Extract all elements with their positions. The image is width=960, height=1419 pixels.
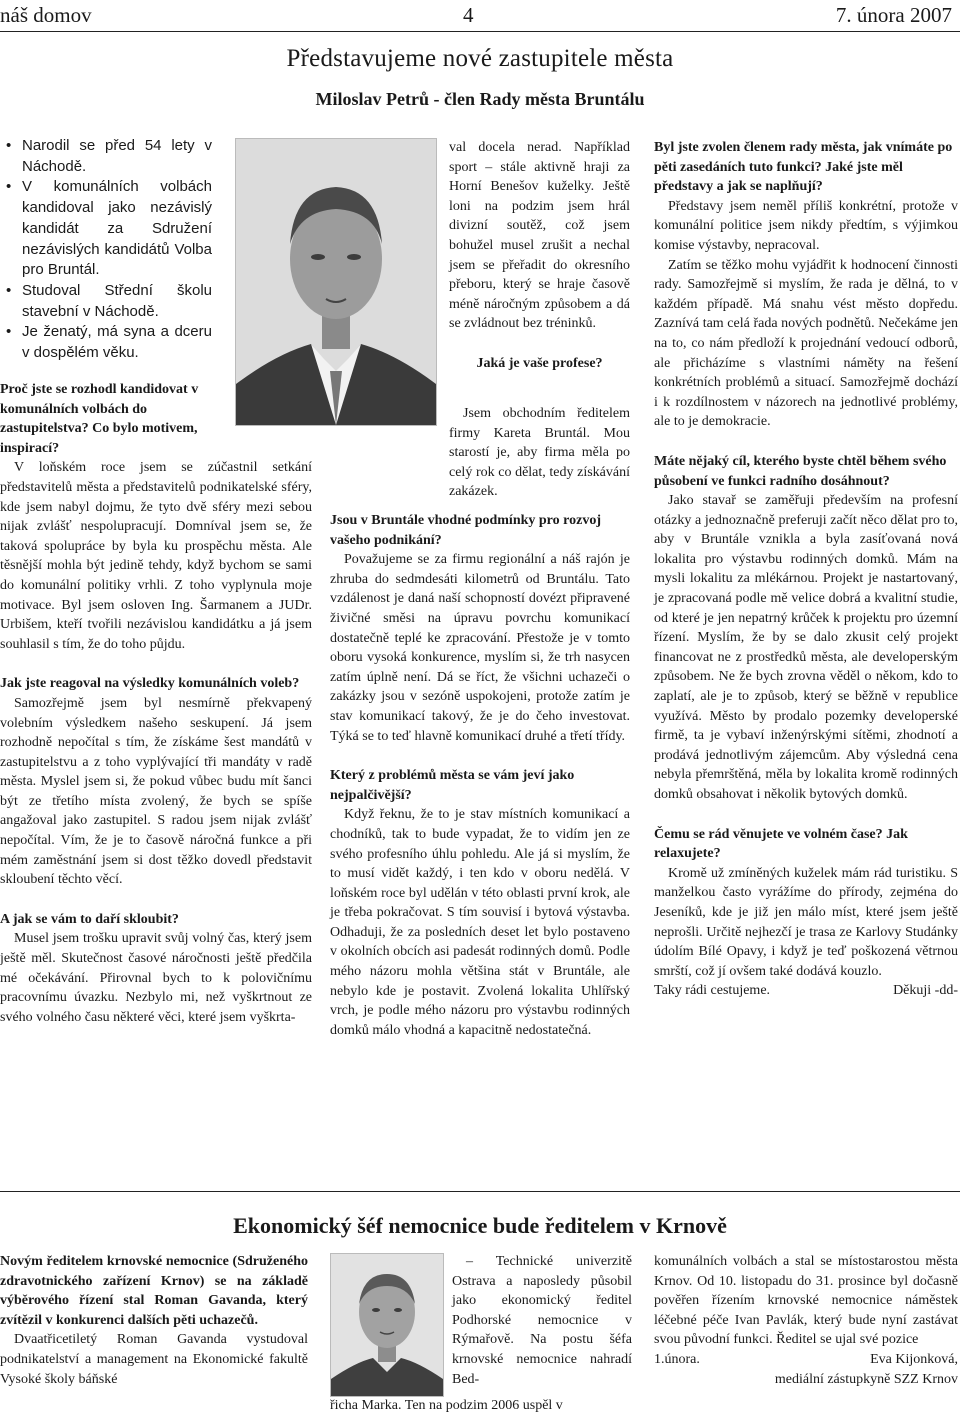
interview-question: Čemu se rád věnujete ve volném čase? Jak relaxujete?: [654, 826, 908, 862]
article-subtitle: Miloslav Petrů - člen Rady města Bruntálu: [315, 89, 645, 109]
article1-column-3: [654, 138, 958, 1001]
article2-column-3: [654, 1252, 958, 1389]
interview-question: Máte nějaký cíl, kterého byste chtěl během svého působení ve funkci radního dosáhnout?: [654, 453, 947, 489]
section-divider: [0, 1191, 960, 1192]
article2-text: řicha Marka. Ten na podzim 2006 uspěl v: [330, 1398, 563, 1413]
article-title: Představujeme nové zastupitele města: [286, 45, 674, 72]
interview-answer: Zatím se těžko mohu vyjádřit k hodnocení činnosti rady. Samozřejmě si myslím, že rada je dělná, to v každém případě. Má snahu vést město dopředu. Zaznívá tam celá řada nových podnětů. Nečekáme jen na to, co nám předloží k projednání vedoucí odborů, ale přicházíme s vlastními náměty na řešení konkrétních problémů a situací. Samozřejmě dochází i k rozdílnostem v názorech na jednotlivé problémy, ale to je demokracie.: [654, 257, 958, 430]
article2-column-2-bottom: [330, 1396, 632, 1416]
interview-question: A jak se vám to daří skloubit?: [0, 911, 179, 927]
article2-portrait-photo: [330, 1253, 444, 1397]
author-signature: Děkuji -dd-: [893, 983, 958, 999]
interview-answer: Samozřejmě jsem byl nesmírně překvapený volebním výsledkem našeho seskupení. Já jsem rozhodně nepočítal s tím, že získáme šest mandátů v zastupitelstvu a z toho vyplývající tři mandáty v radě města. Myslel jsem si, že pokud vůbec budu mít šanci být ze třetího místa zvolený, že bych se spíše angažoval jako zastupitel. S radou jsem nijak zvlášť nepočítal. Vím, že je to časově náročná funkce a při mém zaměstnání jsem si dost těžko dovedl představit skloubení těchto věcí.: [0, 695, 312, 888]
article2-column-1: [0, 1252, 308, 1389]
bio-bullet: • Je ženatý, má syna a dceru v dospělém věku.: [0, 322, 212, 363]
interview-question: Byl jste zvolen členem rady města, jak vnímáte po pěti zasedáních tuto funkci? Jaké jste měl představy a jak se naplňují?: [654, 140, 953, 195]
portrait-image: [331, 1254, 443, 1396]
bio-bullet: • Narodil se před 54 lety v Náchodě.: [0, 136, 212, 177]
interview-question: Který z problémů města se vám jeví jako nejpalčivější?: [330, 768, 575, 803]
bio-bullets: [0, 136, 212, 364]
interview-answer: val docela nerad. Například sport – stále aktivně hraji za Horní Benešov kuželky. Ještě loni na podzim jsem hrál divizní soutěž, což jsem bohužel musel zrušit a nechal jsem se přeřadit do okresního přeboru, který se hraje časově méně náročným způsobem a dá se zvládnout bez tréninků.: [449, 140, 630, 332]
article2-author: Eva Kijonková,: [870, 1351, 958, 1367]
article2-author-role: mediální zástupkyně SZZ Krnov: [774, 1371, 958, 1387]
bio-bullet: • Studoval Střední školu stavební v Náchodě.: [0, 281, 212, 322]
article1-column-1: [0, 380, 312, 1027]
header-rule: [0, 31, 960, 32]
article2-date: 1.února.: [654, 1351, 700, 1367]
article2-text: – Technické univerzitě Ostrava a naposledy působil jako ekonomický ředitel Podhorské nemocnice v Rýmařově. Na postu šéfa krnovské nemocnice nahradí Bed-: [452, 1254, 632, 1387]
article2-text: komunálních volbách a stal se místostarostou města Krnov. Od 10. listopadu do 31. prosince byl dočasně pověřen řízením krnovské nemocnice náměstek léčebné péče Ivan Pavlák, který bude nyní zastávat svou původní funkci. Ředitel se ujal své pozice: [654, 1254, 958, 1348]
publication-name: náš domov: [0, 3, 92, 27]
interview-question: Jsou v Bruntále vhodné podmínky pro rozvoj vašeho podnikání?: [330, 513, 601, 548]
article2-text: Dvaatřicetiletý Roman Gavanda vystudoval podnikatelství a management na Ekonomické fakultě Vysoké školy báňské: [0, 1332, 308, 1387]
article2-column-2-top: [452, 1252, 632, 1389]
interview-question: Jaká je vaše profese?: [476, 355, 603, 371]
interview-answer: Jsem obchodním ředitelem firmy Kareta Bruntál. Mou starostí je, aby firma měla po celý rok co dělat, tedy získávání zakázek.: [449, 406, 630, 500]
bio-bullet: • V komunálních volbách kandidoval jako nezávislý kandidát za Sdružení nezávislých kandidátů Volba pro Bruntál.: [0, 177, 212, 281]
interview-answer: V loňském roce jsem se zúčastnil setkání představitelů města a představitelů podnikatelské sféry, kde jsem nabyl dojmu, že tyto dvě sféry mezi sebou nijak zvlášť nespolupracují. Domníval jsem se, že taková spolupráce by byla ku prospěchu města. Ale těsnější mohla být jedině tehdy, když bychom se sami do komunální politiky vrhli. Z toho vyplynula moje motivace. Byl jsem osloven Ing. Šarmanem a JUDr. Urbišem, kteří tvořili nezávislou kandidátku a já jsem souhlasil s tím, že do toho půjdu.: [0, 460, 312, 652]
article2-byline: [654, 1350, 958, 1370]
interview-answer: Představy jsem neměl příliš konkrétní, protože v komunální politice jsem nikdy předtím, s výjimkou komise výstavby, nepracoval.: [654, 198, 958, 253]
interview-answer: Musel jsem trošku upravit svůj volný čas, který jsem ještě měl. Skutečnost časové náročnosti ještě předčila mé očekávání. Přirovnal bych to k polovičnímu pracovnímu úvazku. Nezbylo mi, než vyškrtnout ze svého volného času některé věci, které jsem vyškrta-: [0, 931, 312, 1025]
interview-answer: Považujeme se za firmu regionální a náš rajón je zhruba do sedmdesáti kilometrů od Bruntálu. Tato vzdálenost je daná naší schopností dovézt připravené živičné směsi na úpravu povrchu komunikací dostatečně teplé ke zpracování. Přestože je v tomto oboru vysoká konkurence, myslím si, že trh nasycen zatím úplně není. Dá se říct, že všichni uchazeči o zakázky jsou v sezóně uspokojeni, protože zatím je stav komunikací takový, že je do čeho investovat. Týká se to teď hlavně komunikací druhé a třetí třídy.: [330, 552, 630, 744]
interview-answer: Kromě už zmíněných kuželek mám rád turistiku. S manželkou často vyrážíme do přírody, zejména do Jeseníků, kde je již jen málo míst, které jsem ještě neprošli. Určitě nejhezčí je trasa ze Karlovy Studánky údolím Bílé Opavy, i když je teď poškozená větrnou smrští, což jí ovšem také dodává kouzlo.: [654, 865, 958, 979]
page-number: 4: [463, 3, 474, 27]
interview-closing: [654, 981, 958, 1001]
interview-answer: Když řeknu, že to je stav místních komunikací a chodníků, tak to bude vypadat, že to vidím jen ze svého profesního úhlu pohledu. Ale já si myslím, že to musí vidět každý, i ten kdo v oboru nedělá. V loňském roce byl udělán v této oblasti první krok, ale je třeba pokračovat. S tím souvisí i bytová výstavba. Odhaduji, že za posledních deset let bylo postaveno v okolních obcích asi padesát rodinných domů. Podle mého názoru mohla většina stát v Bruntále, ale nebylo kde je postavit. Zvolená lokalita Uhlířský vrch, je podle mého názoru pro výstavbu rodinných domků málo vhodná a kapacitně nedostatečná.: [330, 807, 630, 1038]
interview-question: Proč jste se rozhodl kandidovat v komunálních volbách do zastupitelstva? Co bylo motivem, inspirací?: [0, 382, 199, 456]
issue-date: 7. února 2007: [835, 3, 952, 27]
article2-title: Ekonomický šéf nemocnice bude ředitelem v Krnově: [233, 1213, 727, 1238]
interview-answer: Jako stavař se zaměřuji především na profesní otázky a jednoznačně preferuji začít něco dělat pro to, aby v Bruntále vznikla a byla zasíťovaná nová lokalita pro výstavbu rodinných domků. Mám na mysli lokalitu za mlékárnou. Projekt je nastartovaný, je zpracovaná podle mě velice dobrá a kvalitní studie, od které je jen nepatrný krůček k projektu pro územní řízení. Myslím, že by se dalo zkusit celý projekt financovat ne z prostředků města, ale developerským způsobem. Ne že bych zrovna věděl o někom, kdo to zaplatí, ale je to způsob, který se běžně v republice využívá. Město by prodalo pozemky developerské firmě, ta je vybaví inženýrskými sítěmi, zhodnotí a prodává jednotlivým zájemcům. Aby výsledná cena nebyla přemrštěná, měla by lokalita kromě rodinných domků obsahovat i několik bytových domků.: [654, 493, 958, 802]
article2-lead: Novým ředitelem krnovské nemocnice (Sdruženého zdravotnického zařízení Krnov) se na základě výběrového řízení stal Roman Gavanda, který zvítězil v konkurenci dalších pěti uchazečů.: [0, 1254, 308, 1328]
closing-line: Taky rádi cestujeme.: [654, 983, 771, 999]
article1-column-2: [330, 404, 630, 502]
article1-column-2-bottom: [330, 511, 630, 1040]
article1-column-2-top: [449, 138, 630, 374]
interview-question: Jak jste reagoval na výsledky komunálních voleb?: [0, 676, 300, 692]
